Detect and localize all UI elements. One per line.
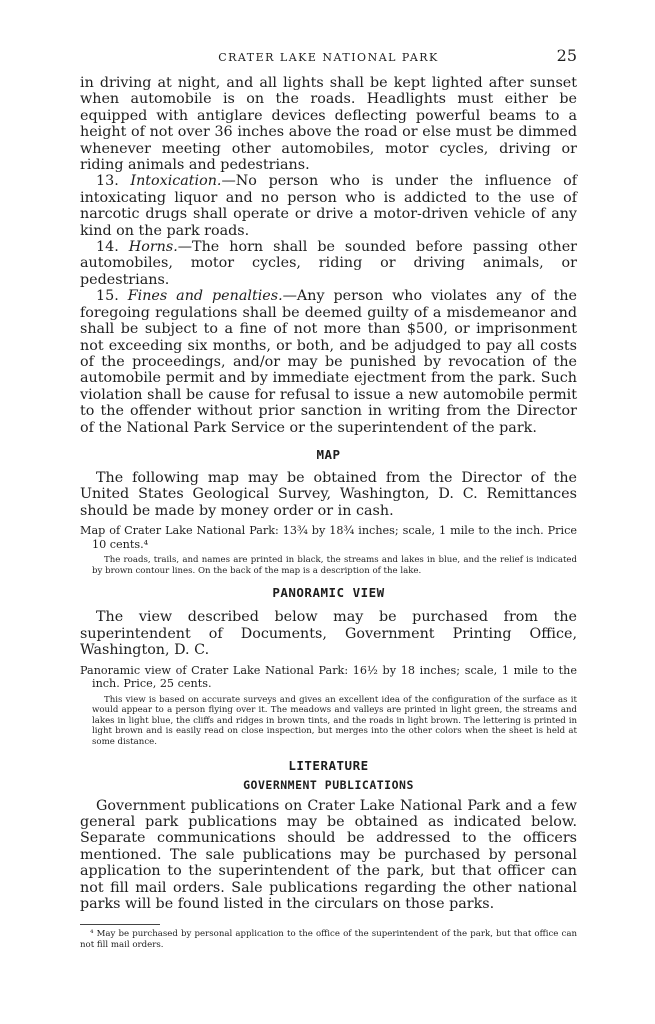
regulation-13-title: Intoxication. xyxy=(130,173,222,190)
map-heading: MAP xyxy=(316,446,341,462)
panoramic-view-heading: PANORAMIC VIEW xyxy=(272,585,385,601)
map-intro: The following map may be obtained from the Director of the United States Geological Survey, Washington, D. C. Remittances should be made by money order or in cash. xyxy=(80,469,577,519)
regulation-continued-paragraph: in driving at night, and all lights shall be kept lighted after sunset when automobile is on the roads. Headlights must either be equipped with antiglare devices deflecting powerful beams to a height of not over 36 inches above the road or else must be dimmed whenever meeting other automobiles, motor cycles, driving or riding animals and pedestrians. xyxy=(80,75,577,174)
running-title: CRATER LAKE NATIONAL PARK xyxy=(218,51,439,64)
footnote-divider xyxy=(80,924,160,925)
regulation-15-number: 15. xyxy=(96,288,119,305)
regulation-14-title: Horns. xyxy=(128,239,178,256)
panoramic-listing: Panoramic view of Crater Lake National Park: 16½ by 18 inches; scale, 1 mile to the inch. Price, 25 cents. xyxy=(80,663,577,691)
panoramic-intro: The view described below may be purchased from the superintendent of Documents, Government Printing Office, Washington, D. C. xyxy=(80,609,577,659)
regulation-15 xyxy=(80,288,577,436)
regulation-13-number: 13. xyxy=(96,173,119,190)
regulation-14-text: —The horn shall be sounded before passing other automobiles, motor cycles, riding or driving animals, or pedestrians. xyxy=(80,239,577,288)
regulation-15-title: Fines and penalties. xyxy=(127,288,283,305)
literature-paragraph: Government publications on Crater Lake National Park and a few general park publications may be obtained as indicated below. Separate communications should be addressed to the officers mentioned. The sale publications may be purchased by personal application to the superintendent of the park, but that officer can not fill mail orders. Sale publications regarding the other national parks will be found listed in the circulars on those parks. xyxy=(80,797,577,912)
running-head xyxy=(80,46,577,68)
regulation-15-text: —Any person who violates any of the foregoing regulations shall be deemed guilty of a misdemeanor and shall be subject to a fine of not more than $500, or imprisonment not exceeding six months, or both, and be adjudged to pay all costs of the proceedings, and/or may be punished by revocation of the automobile permit and by immediate ejectment from the park. Such violation shall be cause for refusal to issue a new automobile permit to the offender without prior sanction in writing from the Director of the National Park Service or the superintendent of the park. xyxy=(80,288,577,436)
panoramic-note: This view is based on accurate surveys and gives an excellent idea of the configuration of the surface as it would appear to a person flying over it. The meadows and valleys are printed in light green, the streams and lakes in light blue, the cliffs and ridges in brown tints, and the roads in light brown. The lettering is printed in light brown and is easily read on close inspection, but merges into the other colors when the sheet is held at some distance. xyxy=(92,694,577,747)
regulation-14-number: 14. xyxy=(96,239,119,256)
government-publications-heading: GOVERNMENT PUBLICATIONS xyxy=(243,777,414,792)
page-content xyxy=(80,75,577,950)
map-note: The roads, trails, and names are printed in black, the streams and lakes in blue, and the relief is indicated by brown contour lines. On the back of the map is a description of the lake. xyxy=(92,555,577,576)
page-number: 25 xyxy=(556,46,577,65)
literature-heading: LITERATURE xyxy=(288,757,369,773)
regulation-14 xyxy=(80,239,577,288)
map-listing: Map of Crater Lake National Park: 13¾ by 18¾ inches; scale, 1 mile to the inch. Price 10 cents.⁴ xyxy=(80,524,577,551)
regulation-13-text: —No person who is under the influence of intoxicating liquor and no person who is addicted to the use of narcotic drugs shall operate or drive a motor-driven vehicle of any kind on the park roads. xyxy=(80,173,577,239)
footnote: ⁴ May be purchased by personal application to the office of the superintendent of the park, but that office can not fill mail orders. xyxy=(80,929,577,950)
regulation-13 xyxy=(80,173,577,239)
